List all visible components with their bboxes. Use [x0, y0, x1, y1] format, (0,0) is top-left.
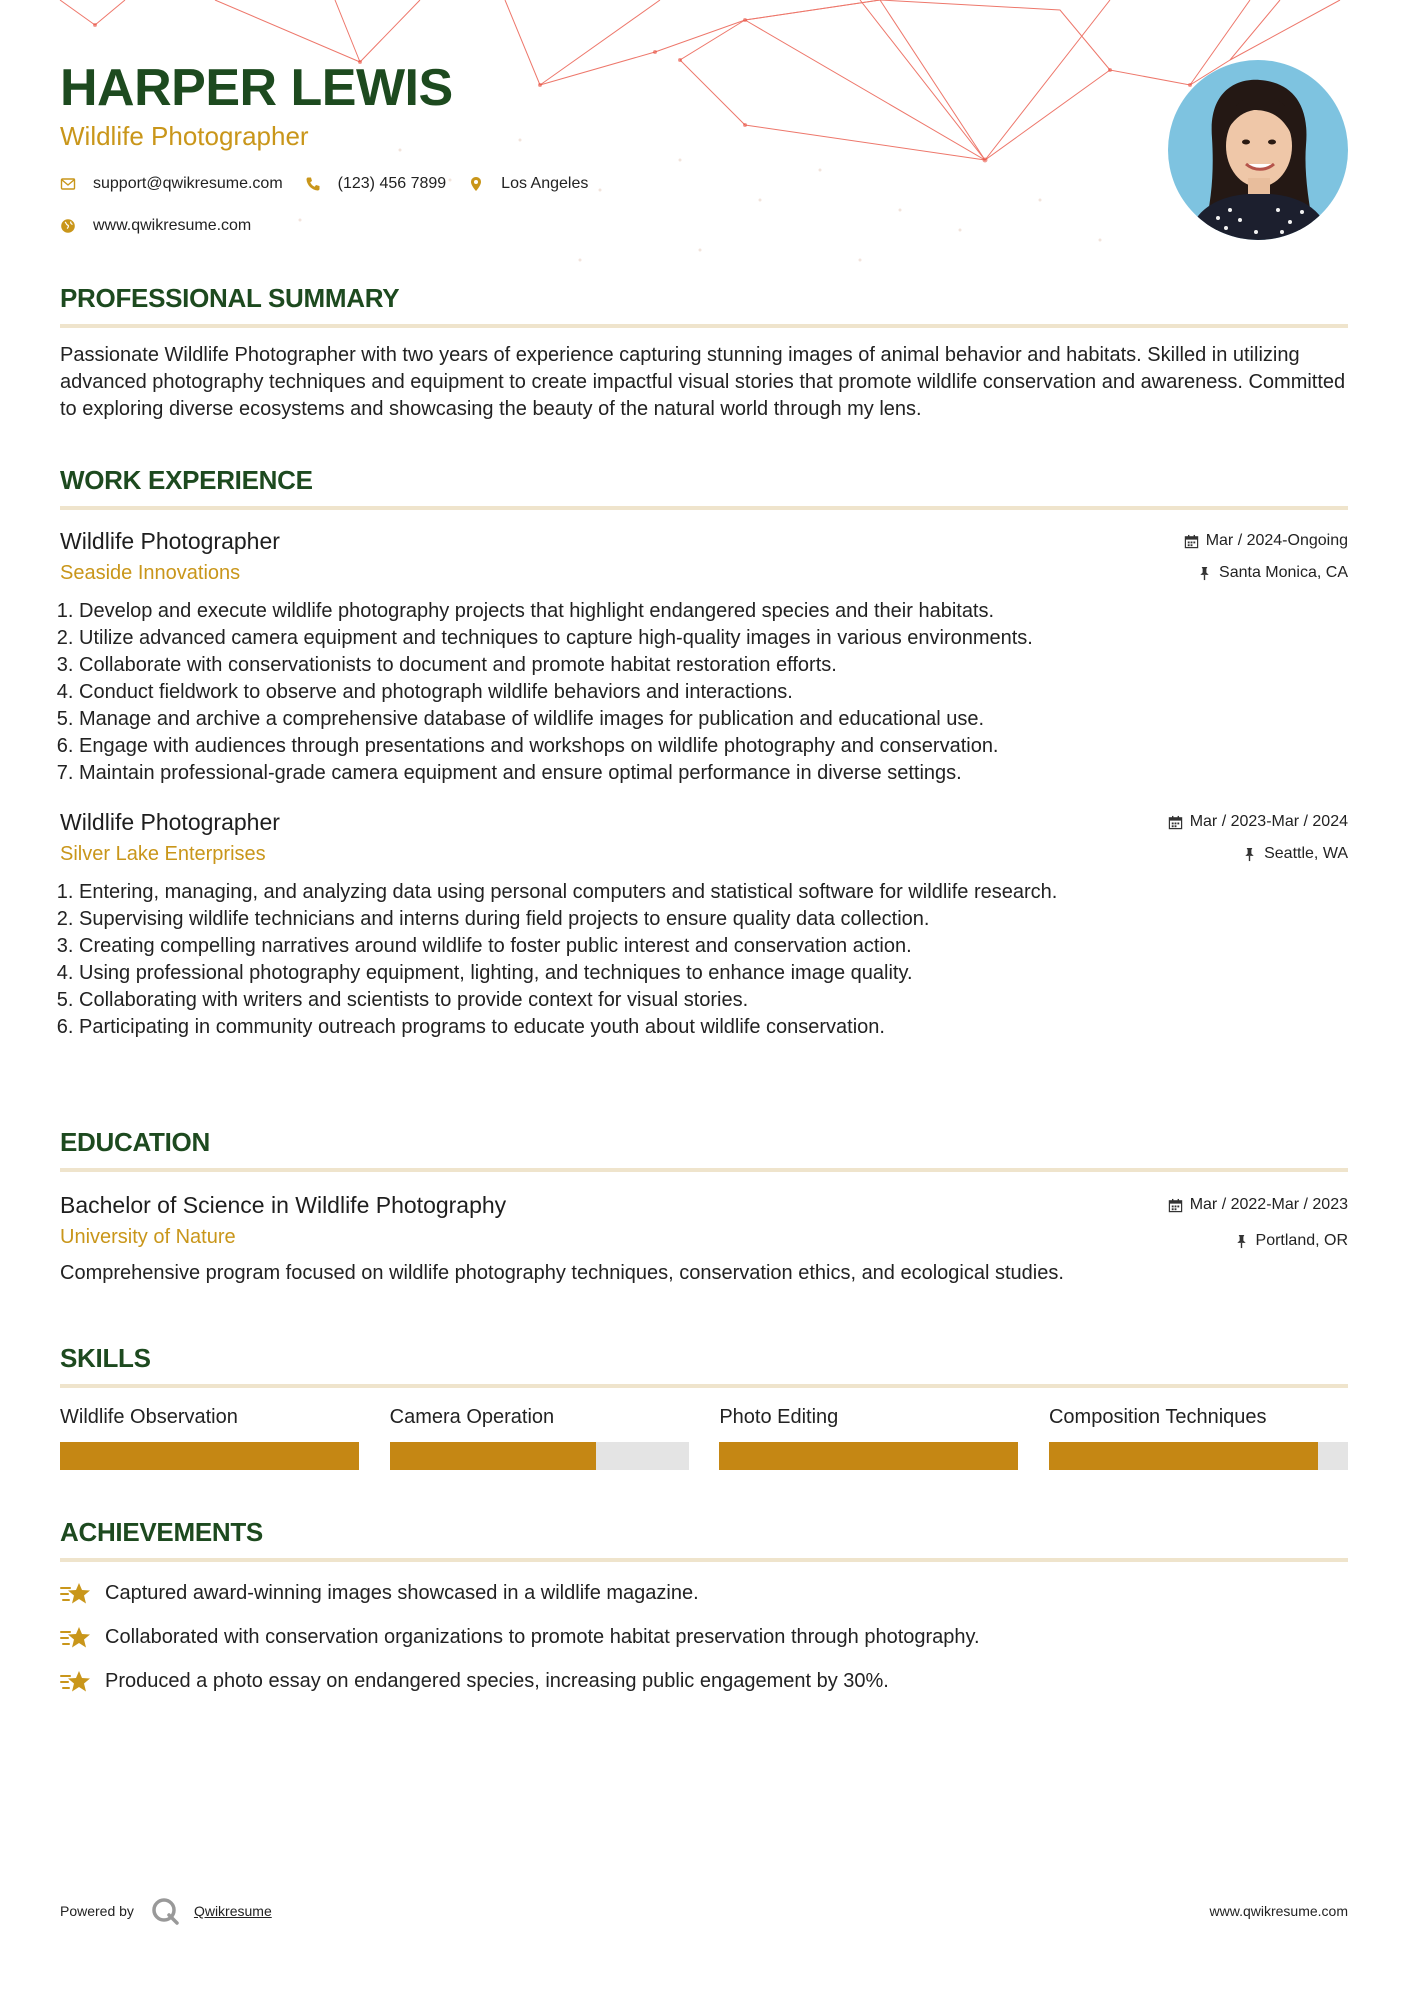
- skill-item: [390, 1404, 689, 1470]
- skill-level-bar: [60, 1442, 359, 1470]
- pushpin-icon: [1197, 566, 1212, 581]
- education-section: [60, 1126, 1348, 1287]
- skill-name: Composition Techniques: [1048, 1406, 1267, 1428]
- summary-section: [60, 282, 1348, 423]
- skill-level-bar: [719, 1442, 1018, 1470]
- job-location: [1184, 562, 1348, 584]
- achievement-text: Produced a photo essay on endangered species, increasing public engagement by 30%.: [105, 1670, 889, 1692]
- footer-website[interactable]: www.qwikresume.com: [1209, 1903, 1348, 1919]
- job-entry: [60, 807, 1348, 1041]
- list-item: 5. Manage and archive a comprehensive database of wildlife images for publication and educational use.: [79, 706, 1348, 733]
- page-footer: [60, 1896, 1348, 1926]
- education-entry: [60, 1190, 1348, 1287]
- list-item: 7. Maintain professional-grade camera equipment and ensure optimal performance in diverse settings.: [79, 760, 1348, 787]
- job-entry: [60, 526, 1348, 787]
- candidate-name: HARPER LEWIS: [60, 59, 453, 117]
- summary-heading: PROFESSIONAL SUMMARY: [60, 283, 400, 313]
- email-text: support@qwikresume.com: [93, 175, 283, 192]
- shooting-star-icon: [60, 1668, 92, 1696]
- job-title: Wildlife Photographer: [60, 528, 280, 554]
- skill-item: [60, 1404, 359, 1470]
- job-dates-text: Mar / 2024-Ongoing: [1205, 532, 1348, 549]
- section-divider: [60, 506, 1348, 510]
- contact-website[interactable]: [60, 217, 251, 235]
- job-dates: [1184, 530, 1348, 552]
- candidate-role: Wildlife Photographer: [60, 121, 309, 151]
- section-divider: [60, 1384, 1348, 1388]
- phone-text: (123) 456 7899: [337, 175, 447, 192]
- list-item: 3. Collaborate with conservationists to document and promote habitat restoration efforts.: [79, 652, 1348, 679]
- calendar-icon: [1184, 534, 1199, 549]
- pushpin-icon: [1234, 1234, 1249, 1249]
- job-location: [1168, 843, 1348, 865]
- school-name: University of Nature: [60, 1226, 236, 1248]
- resume-header: [60, 56, 1160, 238]
- contact-row: [60, 172, 1160, 196]
- skill-level-fill: [390, 1442, 596, 1470]
- globe-icon: [60, 218, 76, 234]
- skill-level-fill: [1049, 1442, 1318, 1470]
- education-location-text: Portland, OR: [1255, 1232, 1348, 1249]
- achievement-text: Captured award-winning images showcased in a wildlife magazine.: [105, 1582, 699, 1604]
- education-meta: [1168, 1194, 1348, 1252]
- education-heading: EDUCATION: [60, 1127, 210, 1157]
- job-meta: [1168, 811, 1348, 865]
- list-item: 6. Engage with audiences through presentations and workshops on wildlife photography and conservation.: [79, 733, 1348, 760]
- footer-branding: [60, 1896, 272, 1926]
- list-item: 5. Collaborating with writers and scientists to provide context for visual stories.: [79, 987, 1348, 1014]
- skills-grid: [60, 1404, 1348, 1470]
- job-meta: [1184, 530, 1348, 584]
- section-divider: [60, 1168, 1348, 1172]
- experience-heading: WORK EXPERIENCE: [60, 465, 313, 495]
- job-location-text: Seattle, WA: [1264, 845, 1348, 862]
- skill-level-fill: [60, 1442, 359, 1470]
- skill-name: Camera Operation: [389, 1406, 555, 1428]
- skills-section: [60, 1342, 1348, 1470]
- list-item: 2. Utilize advanced camera equipment and techniques to capture high-quality images in various environments.: [79, 625, 1348, 652]
- job-title: Wildlife Photographer: [60, 809, 280, 835]
- shooting-star-icon: [60, 1580, 92, 1608]
- job-bullets: [60, 879, 1348, 1041]
- skill-item: [719, 1404, 1018, 1470]
- list-item: [60, 1668, 1348, 1695]
- job-dates: [1168, 811, 1348, 833]
- achievements-section: [60, 1516, 1348, 1695]
- contact-email[interactable]: [60, 175, 283, 193]
- brand-link[interactable]: Qwikresume: [193, 1903, 272, 1919]
- location-text: Los Angeles: [501, 175, 589, 192]
- job-company: Seaside Innovations: [60, 562, 241, 584]
- contact-phone[interactable]: [305, 175, 447, 193]
- profile-photo: [1168, 60, 1348, 240]
- job-dates-text: Mar / 2023-Mar / 2024: [1189, 813, 1348, 830]
- list-item: 4. Using professional photography equipment, lighting, and techniques to enhance image quality.: [79, 960, 1348, 987]
- job-location-text: Santa Monica, CA: [1219, 564, 1348, 581]
- skill-item: [1049, 1404, 1348, 1470]
- list-item: [60, 1624, 1348, 1651]
- section-divider: [60, 324, 1348, 328]
- calendar-icon: [1168, 1198, 1183, 1213]
- skill-level-bar: [1049, 1442, 1348, 1470]
- list-item: 3. Creating compelling narratives around wildlife to foster public interest and conservation action.: [79, 933, 1348, 960]
- skill-level-bar: [390, 1442, 689, 1470]
- website-text: www.qwikresume.com: [93, 217, 252, 234]
- qwikresume-logo-icon: [150, 1896, 180, 1926]
- skill-name: Photo Editing: [719, 1406, 839, 1428]
- contact-row-website: [60, 214, 1160, 238]
- skill-name: Wildlife Observation: [60, 1406, 238, 1428]
- skills-heading: SKILLS: [60, 1343, 151, 1373]
- section-divider: [60, 1558, 1348, 1562]
- education-description: Comprehensive program focused on wildlife photography techniques, conservation ethics, and ecological studies.: [60, 1262, 1064, 1284]
- experience-section: [60, 464, 1348, 1041]
- education-dates-text: Mar / 2022-Mar / 2023: [1189, 1196, 1348, 1213]
- skill-level-fill: [719, 1442, 1018, 1470]
- shooting-star-icon: [60, 1624, 92, 1652]
- envelope-icon: [60, 176, 76, 192]
- achievements-heading: ACHIEVEMENTS: [60, 1517, 263, 1547]
- job-bullets: [60, 598, 1348, 787]
- degree-title: Bachelor of Science in Wildlife Photography: [60, 1192, 507, 1218]
- achievement-text: Collaborated with conservation organizations to promote habitat preservation through photography.: [105, 1626, 980, 1648]
- achievements-list: [60, 1580, 1348, 1695]
- list-item: 1. Develop and execute wildlife photography projects that highlight endangered species and their habitats.: [79, 598, 1348, 625]
- calendar-icon: [1168, 815, 1183, 830]
- contact-location: [468, 175, 588, 193]
- pushpin-icon: [1242, 847, 1257, 862]
- list-item: 6. Participating in community outreach programs to educate youth about wildlife conservation.: [79, 1014, 1348, 1041]
- job-company: Silver Lake Enterprises: [60, 843, 266, 865]
- powered-by-label: Powered by: [60, 1903, 134, 1919]
- map-pin-icon: [468, 176, 484, 192]
- list-item: 2. Supervising wildlife technicians and interns during field projects to ensure quality data collection.: [79, 906, 1348, 933]
- summary-text: Passionate Wildlife Photographer with two years of experience capturing stunning images of animal behavior and habitats. Skilled in utilizing advanced photography techniques and equipment to create impactful visual stories that promote wildlife conservation and awareness. Committed to exploring diverse ecosystems and showcasing the beauty of the natural world through my lens.: [60, 344, 1346, 420]
- education-location: [1168, 1230, 1348, 1252]
- list-item: 1. Entering, managing, and analyzing data using personal computers and statistical software for wildlife research.: [79, 879, 1348, 906]
- phone-icon: [305, 176, 321, 192]
- list-item: 4. Conduct fieldwork to observe and photograph wildlife behaviors and interactions.: [79, 679, 1348, 706]
- list-item: [60, 1580, 1348, 1607]
- education-dates: [1168, 1194, 1348, 1216]
